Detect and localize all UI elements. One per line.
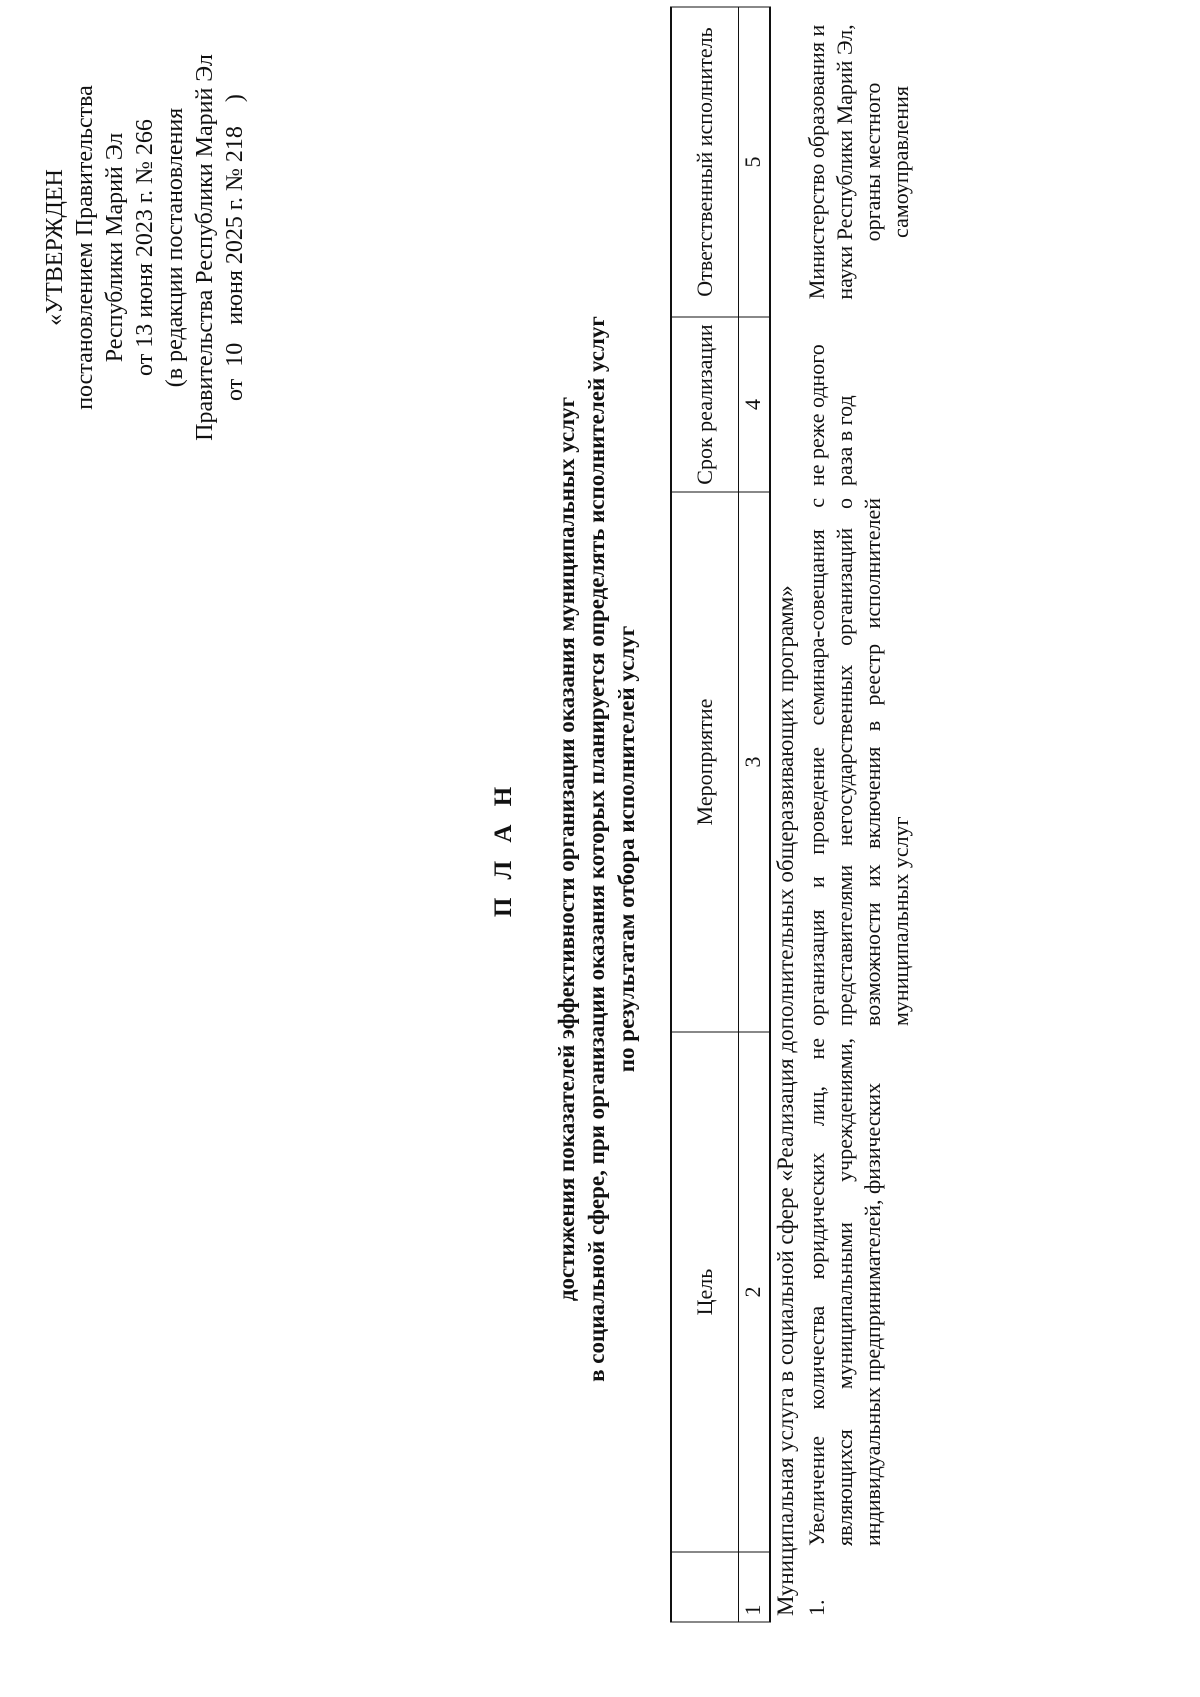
- subtitle-line: достижения показателей эффективности организации оказания муниципальных услуг: [554, 396, 579, 1301]
- subtitle-line: в социальной сфере, при организации оказания которых планируется определять исполнителей услуг: [584, 315, 609, 1382]
- approval-line: от 10 июня 2025 г. № 218 ): [222, 93, 248, 401]
- header-action: Мероприятие: [671, 492, 739, 1032]
- approval-line: Правительства Республики Марий Эл: [192, 53, 218, 441]
- row-term: не реже одного раза в год: [804, 343, 857, 486]
- subtitle-line: по результатам отбора исполнителей услуг: [614, 625, 639, 1072]
- row-goal: Увеличение количества юридических лиц, не являющихся муниципальными учреждениями, индивидуальных предпринимателей, физических: [804, 1037, 885, 1546]
- approval-line: постановлением Правительства: [72, 84, 98, 410]
- header-executor: Ответственный исполнитель: [671, 7, 739, 317]
- approval-stamp: [40, 27, 250, 467]
- row-action: организация и проведение семинара-совещания с представителями негосударственных организаций о возможности их включения в реестр исполнителей муниципальных услуг: [804, 497, 913, 1026]
- column-number: 4: [739, 317, 771, 492]
- plan-table: [670, 6, 917, 1622]
- approval-line: от 13 июня 2023 г. № 266: [132, 118, 158, 376]
- column-number: 3: [739, 492, 771, 1032]
- section-heading: Муниципальная услуга в социальной сфере «Реализация дополнительных общеразвивающих программ»: [773, 584, 798, 1616]
- column-number: 2: [739, 1032, 771, 1552]
- header-term: Срок реализации: [671, 317, 739, 492]
- approval-line: «УТВЕРЖДЕН: [42, 168, 68, 326]
- row-number: 1.: [804, 1599, 829, 1616]
- document-title: П Л А Н: [490, 780, 517, 917]
- column-number: 1: [739, 1552, 771, 1622]
- column-number: 5: [739, 7, 771, 317]
- header-number: [671, 1552, 739, 1622]
- table-row: [801, 7, 917, 1622]
- header-goal: Цель: [671, 1032, 739, 1552]
- approval-line: (в редакции постановления: [162, 107, 188, 387]
- row-executor: Министерство образования и науки Республики Марий Эл, органы местного самоуправления: [804, 23, 913, 300]
- approval-line: Республики Марий Эл: [102, 132, 128, 362]
- document-subtitle: [552, 0, 642, 1697]
